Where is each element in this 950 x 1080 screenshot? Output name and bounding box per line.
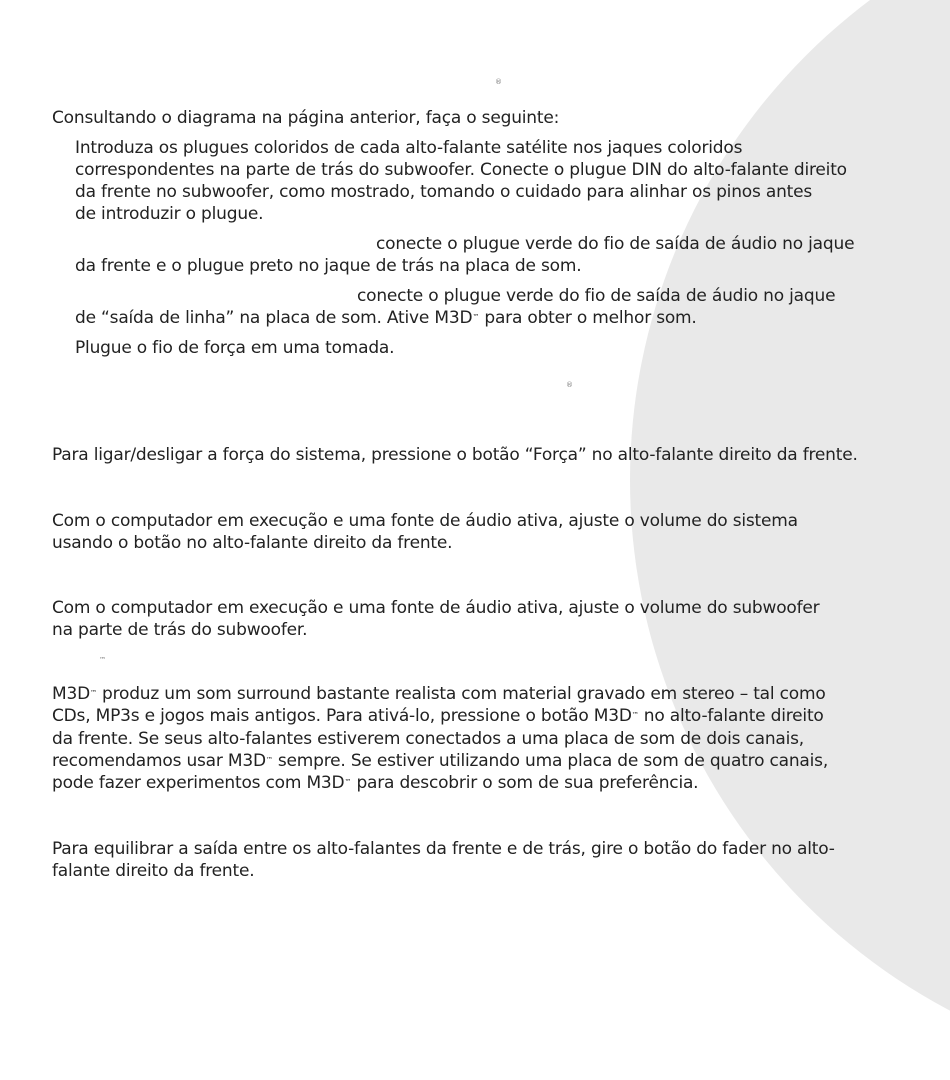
step4-text: Plugue o fio de força em uma tomada. — [75, 338, 395, 358]
fader-line-2: falante direito da frente. — [52, 861, 255, 881]
registered-mark-top: ® — [495, 78, 502, 86]
step2-line-1: conecte o plugue verde do fio de saída de áudio no jaque — [376, 234, 855, 254]
volume-line-1: Com o computador em execução e uma fonte de áudio ativa, ajuste o volume do sistema — [52, 511, 798, 531]
step1-line-1: Introduza os plugues coloridos de cada alto-falante satélite nos jaques coloridos — [75, 138, 743, 158]
volume-line-2: usando o botão no alto-falante direito da frente. — [52, 533, 453, 553]
step1-line-2: correspondentes na parte de trás do subwoofer. Conecte o plugue DIN do alto-falante direito — [75, 160, 847, 180]
power-text: Para ligar/desligar a força do sistema, pressione o botão “Força” no alto-falante direito da frente. — [52, 445, 858, 465]
subwoofer-line-1: Com o computador em execução e uma fonte de áudio ativa, ajuste o volume do subwoofer — [52, 598, 820, 618]
m3d-line-5: pode fazer experimentos com M3D™ para descobrir o som de sua preferência. — [52, 773, 699, 793]
step1-line-3: da frente no subwoofer, como mostrado, tomando o cuidado para alinhar os pinos antes — [75, 182, 813, 202]
m3d-line-4: recomendamos usar M3D™ sempre. Se estiver utilizando uma placa de som de quatro canais, — [52, 751, 829, 771]
step2-line-2: da frente e o plugue preto no jaque de trás na placa de som. — [75, 256, 582, 276]
m3d-line-1: M3D™ produz um som surround bastante realista com material gravado em stereo – tal como — [52, 684, 826, 704]
step1-line-4: de introduzir o plugue. — [75, 204, 264, 224]
step3-line-1: conecte o plugue verde do fio de saída de áudio no jaque — [357, 286, 836, 306]
fader-line-1: Para equilibrar a saída entre os alto-falantes da frente e de trás, gire o botão do fader no alto- — [52, 839, 835, 859]
registered-mark-mid: ® — [566, 381, 573, 389]
step3-line-2: de “saída de linha” na placa de som. Ative M3D™ para obter o melhor som. — [75, 308, 697, 328]
setup-intro: Consultando o diagrama na página anterior, faça o seguinte: — [52, 108, 560, 128]
m3d-line-3: da frente. Se seus alto-falantes estiverem conectados a uma placa de som de dois canais, — [52, 729, 804, 749]
m3d-line-2: CDs, MP3s e jogos mais antigos. Para ativá-lo, pressione o botão M3D™ no alto-falante direito — [52, 706, 824, 726]
subwoofer-line-2: na parte de trás do subwoofer. — [52, 620, 308, 640]
trademark-mark-small: ™ — [99, 656, 106, 664]
